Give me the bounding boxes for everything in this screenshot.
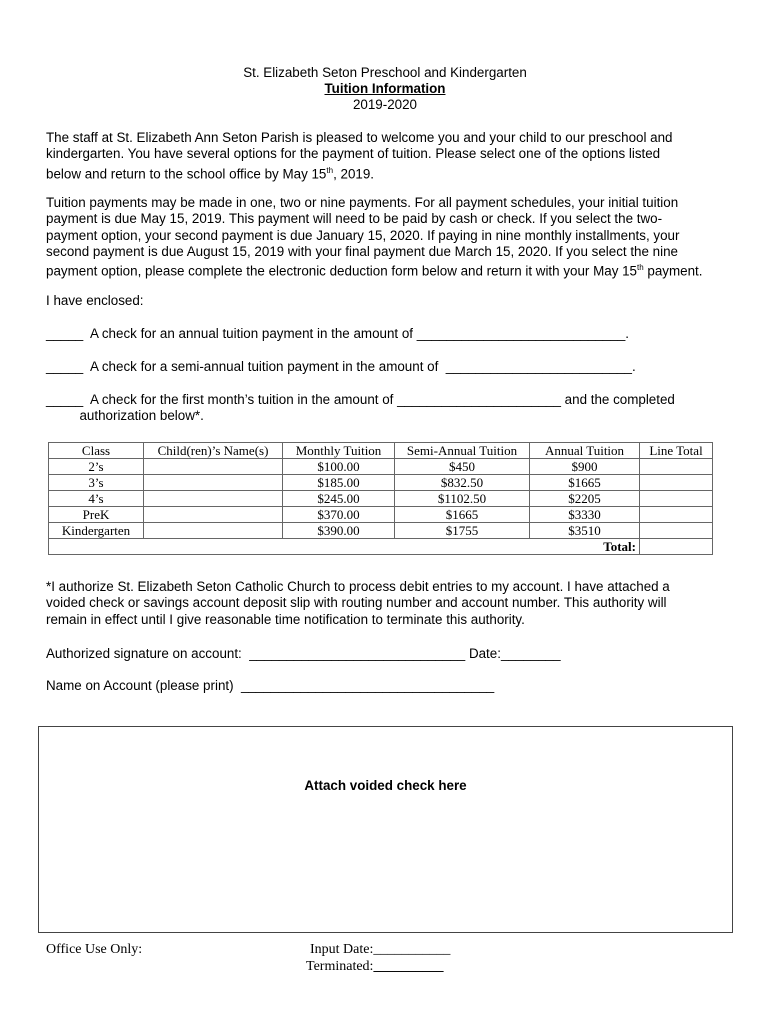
semi-annual-cell: $832.50 [395,475,530,491]
option-text: authorization below*. [79,408,204,424]
total-label: Total: [49,539,640,555]
header-monthly: Monthly Tuition [283,443,395,459]
line-total-cell[interactable] [640,507,713,523]
class-cell: 2’s [49,459,144,475]
annual-cell: $1665 [530,475,640,491]
intro-line: kindergarten. You have several options for the payment of tuition. Please select one of the options listed [46,146,661,162]
input-date-label: Input Date: [310,942,374,957]
semi-annual-cell: $450 [395,459,530,475]
monthly-cell: $245.00 [283,491,395,507]
children-cell[interactable] [144,475,283,491]
annual-cell: $2205 [530,491,640,507]
signature-line [46,646,561,661]
semi-annual-cell: $1102.50 [395,491,530,507]
option-checkbox-blank[interactable]: _____ [46,359,84,374]
authorization-line: *I authorize St. Elizabeth Seton Catholic Church to process debit entries to my account. I have attached a [46,579,670,594]
class-cell: Kindergarten [49,523,144,539]
table-row [49,459,713,475]
attach-check-label: Attach voided check here [304,778,467,793]
line-total-cell[interactable] [640,475,713,491]
intro-line [46,163,736,183]
line-total-cell[interactable] [640,491,713,507]
intro-line: The staff at St. Elizabeth Ann Seton Parish is pleased to welcome you and your child to our preschool and [46,130,673,145]
children-cell[interactable] [144,523,283,539]
monthly-cell: $370.00 [283,507,395,523]
table-header-row [49,443,713,459]
semi-annual-cell: $1665 [395,507,530,523]
payments-line: payment option, your second payment is due January 15, 2020. If paying in nine monthly installments, your [46,227,680,243]
header-children: Child(ren)’s Name(s) [144,443,283,459]
payments-paragraph [46,195,736,280]
option-checkbox-blank[interactable]: _____ [46,392,84,407]
payments-text: payment option, please complete the electronic deduction form below and return it with your May 15 [46,263,637,279]
header-line-total: Line Total [640,443,713,459]
intro-text: , 2019. [333,166,375,182]
table-row [49,475,713,491]
payments-line: Tuition payments may be made in one, two or nine payments. For all payment schedules, your initial tuition [46,195,679,210]
input-date-line [310,942,450,958]
office-use-label: Office Use Only: [46,942,143,957]
terminated-field[interactable]: __________ [373,959,444,974]
option-end: and the completed [560,392,675,407]
payments-text: payment. [643,263,703,279]
children-cell[interactable] [144,459,283,475]
voided-check-box [38,726,733,933]
name-on-account-field[interactable]: __________________________________ [241,678,495,693]
intro-paragraph [46,130,736,182]
annual-cell: $3510 [530,523,640,539]
table-row [49,507,713,523]
authorization-line: voided check or savings account deposit slip with routing number and account number. This authority will [46,595,667,611]
name-on-account-label: Name on Account (please print) [46,678,242,693]
option-semi-annual [46,359,636,374]
option-text: A check for the first month’s tuition in the amount of [89,392,398,407]
authorization-paragraph [46,579,736,628]
school-year: 2019-2020 [352,97,418,112]
payments-line: second payment is due August 15, 2019 with your final payment due March 15, 2020. If you select the nine [46,243,678,259]
date-field[interactable]: ________ [500,646,561,661]
payments-line: payment is due May 15, 2019. This payment will need to be paid by cash or check. If you select the two- [46,211,663,227]
semi-annual-cell: $1755 [395,523,530,539]
terminated-line [306,959,443,975]
table-row [49,491,713,507]
page-title: Tuition Information [324,81,446,96]
superscript: th [637,263,644,273]
superscript: th [326,165,334,175]
class-cell: PreK [49,507,144,523]
table-row [49,523,713,539]
monthly-cell: $185.00 [283,475,395,491]
option-checkbox-blank[interactable]: _____ [46,326,84,341]
amount-field[interactable]: ______________________ [397,392,561,407]
children-cell[interactable] [144,507,283,523]
option-end: . [631,359,636,374]
annual-cell: $3330 [530,507,640,523]
monthly-cell: $100.00 [283,459,395,475]
monthly-cell: $390.00 [283,523,395,539]
total-cell[interactable] [640,539,713,555]
class-cell: 4’s [49,491,144,507]
children-cell[interactable] [144,491,283,507]
signature-field[interactable]: _____________________________ [249,646,466,661]
amount-field[interactable]: _________________________ [445,359,632,374]
class-cell: 3’s [49,475,144,491]
line-total-cell[interactable] [640,459,713,475]
header-semi-annual: Semi-Annual Tuition [395,443,530,459]
header-class: Class [49,443,144,459]
option-text: A check for an annual tuition payment in the amount of [89,326,417,341]
input-date-field[interactable]: ___________ [373,942,451,957]
annual-cell: $900 [530,459,640,475]
terminated-label: Terminated: [306,959,374,974]
header-annual: Annual Tuition [530,443,640,459]
option-text: A check for a semi-annual tuition payment in the amount of [89,359,446,374]
enclosed-label: I have enclosed: [46,293,144,308]
payments-line [46,260,736,280]
name-on-account-line [46,678,494,693]
tuition-table [48,442,713,555]
option-end: . [625,326,630,341]
date-label: Date: [465,646,501,661]
authorization-line: remain in effect until I give reasonable time notification to terminate this authority. [46,611,525,627]
amount-field[interactable]: ____________________________ [416,326,626,341]
option-monthly [46,392,675,425]
signature-label: Authorized signature on account: [46,646,250,661]
school-name: St. Elizabeth Seton Preschool and Kindergarten [243,65,527,80]
option-annual [46,326,629,341]
total-row [49,539,713,555]
intro-text: below and return to the school office by May 15 [46,166,327,182]
line-total-cell[interactable] [640,523,713,539]
